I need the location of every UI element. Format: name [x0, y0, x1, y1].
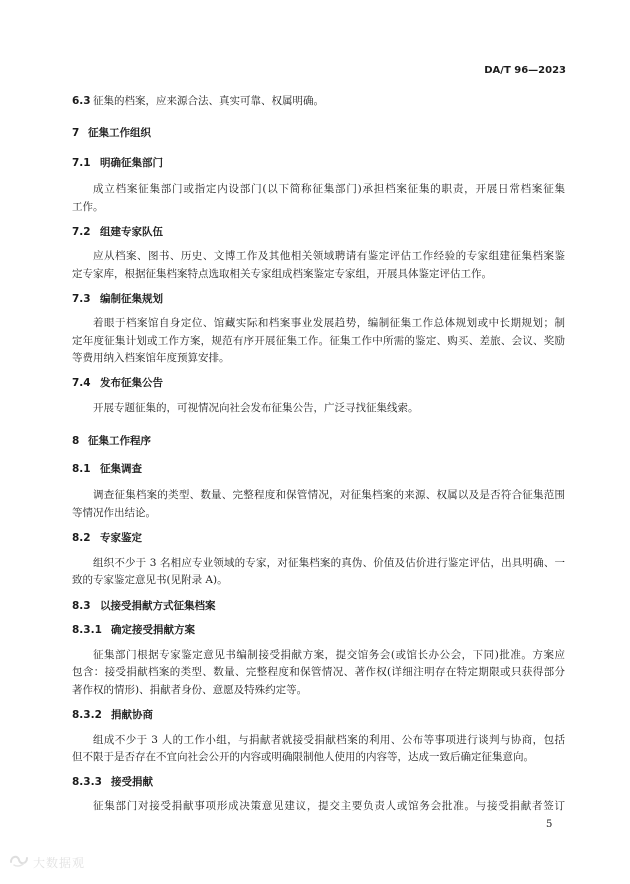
paragraph-line: 等费用纳入档案馆年度预算安排。 [72, 352, 230, 364]
subclause-title: 捐献协商 [111, 709, 153, 721]
standard-code-header: DA/T 96—2023 [484, 65, 566, 76]
subclause-heading-8-3-1 [72, 623, 565, 637]
clause-6-3 [72, 94, 565, 108]
clause-title: 以接受捐献方式征集档案 [100, 600, 216, 612]
clause-title: 明确征集部门 [100, 157, 163, 169]
paragraph-line: 应从档案、图书、历史、文博工作及其他相关领域聘请有鉴定评估工作经验的专家组建征集档案鉴 [93, 250, 565, 262]
subclause-title: 接受捐献 [111, 776, 153, 788]
clause-heading-7-3 [72, 292, 565, 306]
paragraph-line: 等情况作出结论。 [72, 507, 156, 519]
clause-heading-8-2 [72, 531, 565, 545]
clause-number: 6.3 [72, 95, 91, 107]
paragraph-line: 调查征集档案的类型、数量、完整程度和保管情况，对征集档案的来源、权属以及是否符合征集范围 [93, 489, 565, 501]
paragraph-line: 著作权的情形)、捐献者身份、意愿及特殊约定等。 [72, 684, 308, 696]
watermark-logo [8, 852, 85, 872]
watermark-swirl-icon [8, 851, 30, 873]
subclause-number: 8.3.3 [72, 776, 102, 788]
clause-title: 专家鉴定 [100, 532, 142, 544]
clause-heading-7-4 [72, 376, 565, 390]
clause-title: 征集调查 [100, 463, 142, 475]
paragraph-line: 组织不少于 3 名相应专业领域的专家，对征集档案的真伪、价值及估价进行鉴定评估，出具明确、一 [93, 557, 565, 569]
section-title: 征集工作组织 [88, 127, 151, 139]
paragraph-line: 工作。 [72, 201, 104, 213]
subclause-title: 确定接受捐献方案 [111, 624, 195, 636]
clause-number: 8.2 [72, 532, 91, 544]
paragraph-line: 着眼于档案馆自身定位、馆藏实际和档案事业发展趋势，编制征集工作总体规划或中长期规划；制 [93, 317, 565, 329]
section-number: 8 [72, 435, 80, 447]
clause-number: 7.3 [72, 293, 91, 305]
clause-text: 征集的档案，应来源合法、真实可靠、权属明确。 [93, 95, 324, 107]
paragraph-line: 包含：接受捐献档案的类型、数量、完整程度和保管情况、著作权(详细注明存在特定期限或只获得部分 [72, 666, 565, 678]
watermark-text: 大数据观 [33, 855, 86, 870]
paragraph-line: 成立档案征集部门或指定内设部门(以下简称征集部门)承担档案征集的职责，开展日常档案征集 [93, 183, 565, 195]
paragraph-line: 致的专家鉴定意见书(见附录 A)。 [72, 574, 228, 586]
clause-title: 发布征集公告 [100, 377, 163, 389]
clause-number: 8.3 [72, 600, 91, 612]
clause-title: 组建专家队伍 [100, 226, 163, 238]
clause-heading-7-1 [72, 156, 565, 170]
clause-number: 7.4 [72, 377, 91, 389]
clause-number: 7.1 [72, 157, 91, 169]
clause-number: 8.1 [72, 463, 91, 475]
clause-heading-8-3 [72, 599, 565, 613]
clause-heading-8-1 [72, 462, 565, 476]
paragraph-line: 征集部门根据专家鉴定意见书编制接受捐献方案，提交馆务会(或馆长办公会，下同)批准。方案应 [93, 649, 565, 661]
section-title: 征集工作程序 [88, 435, 151, 447]
subclause-heading-8-3-2 [72, 708, 565, 722]
clause-heading-7-2 [72, 225, 565, 239]
paragraph-line: 征集部门对接受捐献事项形成决策意见建议，提交主要负责人或馆务会批准。与接受捐献者签订 [93, 800, 565, 812]
subclause-number: 8.3.2 [72, 709, 102, 721]
subclause-number: 8.3.1 [72, 624, 102, 636]
paragraph-line: 定年度征集计划或工作方案，规范有序开展征集工作。征集工作中所需的鉴定、购买、差旅、会议、奖励 [72, 335, 565, 347]
section-heading-7 [72, 126, 565, 140]
clause-number: 7.2 [72, 226, 91, 238]
page-number: 5 [546, 819, 553, 830]
section-heading-8 [72, 434, 565, 448]
subclause-heading-8-3-3 [72, 775, 565, 789]
paragraph-line: 但不限于是否存在不宜向社会公开的内容或明确限制他人使用的内容等，达成一致后确定征集意向。 [72, 751, 534, 763]
paragraph-line: 开展专题征集的，可视情况向社会发布征集公告，广泛寻找征集线索。 [93, 402, 419, 414]
section-number: 7 [72, 127, 80, 139]
paragraph-line: 定专家库，根据征集档案特点选取相关专家组成档案鉴定专家组，开展具体鉴定评估工作。 [72, 268, 492, 280]
paragraph-line: 组成不少于 3 人的工作小组，与捐献者就接受捐献档案的利用、公布等事项进行谈判与协商，包括 [93, 734, 565, 746]
clause-title: 编制征集规划 [100, 293, 163, 305]
